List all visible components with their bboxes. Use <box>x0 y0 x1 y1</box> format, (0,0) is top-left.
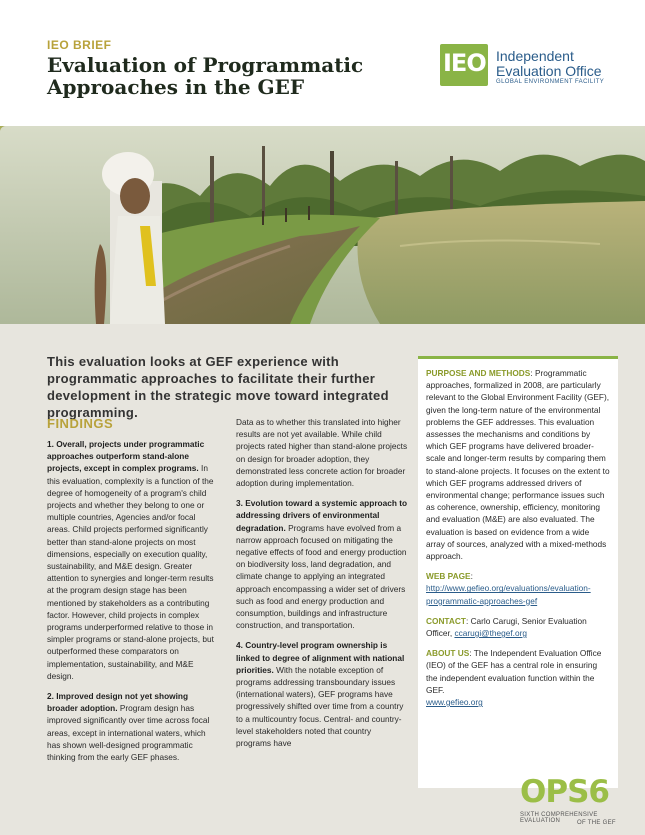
purpose-body: : Programmatic approaches, formalized in 2008, are particularly relevant to the Global Environment Facility (GEF), given the long-term nature of the environmental problems the GEF addresses. This evaluation assesses the mechanisms and conditions by which GEF programs have delivered broader-scale and longer-term results by comparing them to stand-alone projects. It focuses on the extent to which GEF programs addressed drivers of environmental change; performance issues such as coherence, ownership, efficiency, monitoring and evaluation (M&E) are also evaluated. The evaluation is based on evidence from a wide array of sources, analyzed with a mixed-methods approach. <box>426 368 610 562</box>
finding-3-lead: 3. Evolution toward a systemic approach to addressing drivers of environmental degradation. <box>236 498 408 533</box>
finding-4 <box>236 639 408 749</box>
logo-line-2: Evaluation Office <box>496 63 602 79</box>
finding-3-body: Programs have evolved from a narrow approach focused on mitigating the negative effects of food and energy production on biodiversity loss, land degradation, and climate change to applying an integrated approach encompassing a wider set of drivers such as food and energy production and consumption, buildings and infrastructure construction, and transportation. <box>236 522 407 631</box>
sidebar-content <box>426 367 610 716</box>
finding-2 <box>47 690 217 763</box>
web-section <box>426 570 610 607</box>
web-colon: : <box>470 571 473 582</box>
findings-column-2 <box>236 416 408 757</box>
finding-1-lead: 1. Overall, projects under programmatic approaches outperform stand-alone projects, except in complex programs. <box>47 439 205 474</box>
purpose-label: PURPOSE AND METHODS <box>426 368 531 378</box>
contact-body: : Carlo Carugi, Senior Evaluation Officer, <box>426 615 587 639</box>
finding-1-body: In this evaluation, complexity is a function of the degree of homogeneity of a program's child projects and whether they belong to one or multiple countries, Agencies and/or focal areas. Child projects performed significantly better than stand-alone projects on most dimensions, especially on execution quality, sustainability, and M&E design. Greater attention to synergies and longer-term results at the program design stage has been mentioned by stakeholders as a contributing factor. However, child projects in complex programs underperformed relative to those in simpler programs or stand-alone projects, but outperformed these comparators on implementation, sustainability, and M&E design. <box>47 463 214 681</box>
logo-line-3: GLOBAL ENVIRONMENT FACILITY <box>496 79 605 85</box>
finding-2-body: Program design has improved significantly over time across focal areas, except in international waters, which has shown well-designed programmatic thinking from the early GEF phases. <box>47 703 210 763</box>
brief-label: IEO BRIEF <box>47 38 112 52</box>
page-title: Evaluation of Programmatic Approaches in the GEF <box>47 53 364 99</box>
findings-heading: FINDINGS <box>47 416 114 431</box>
web-label: WEB PAGE <box>426 571 471 582</box>
ieo-logo <box>440 44 630 88</box>
hero-photo <box>0 126 645 324</box>
about-section <box>426 647 610 708</box>
finding-3 <box>236 497 408 631</box>
about-body: : The Independent Evaluation Office (IEO) of the GEF has a central role in ensuring the independent evaluation function within the GEF. <box>426 648 602 695</box>
contact-label: CONTACT <box>426 615 466 626</box>
ops6-wordmark: OPS6 <box>520 774 609 810</box>
ops6-caption-2: OF THE GEF <box>577 820 616 826</box>
ops6-logo <box>520 774 638 828</box>
finding-4-lead: 4. Country-level program ownership is linked to degree of alignment with national priorities. <box>236 640 405 675</box>
logo-line-1: Independent <box>496 48 574 64</box>
findings-column-1 <box>47 438 217 771</box>
finding-2-continued: Data as to whether this translated into higher results are not yet available. While child projects rated higher than stand-alone projects on design for broader adoption, they demonstrated less concrete action for broader adoption during implementation. <box>236 417 408 489</box>
finding-1 <box>47 438 217 682</box>
web-link[interactable]: http://www.gefieo.org/evaluations/evaluation-programmatic-approaches-gef <box>426 583 591 606</box>
about-label: ABOUT US <box>426 648 470 659</box>
landscape-photo-icon <box>0 126 645 324</box>
finding-2-lead: 2. Improved design not yet showing broader adoption. <box>47 691 189 714</box>
contact-section <box>426 615 610 639</box>
finding-4-body: With the notable exception of programs addressing transboundary issues (international waters), GEF programs have progressively shifted over time from a country to a multicountry focus. Central- and country-level stakeholders noted that country programs have <box>236 664 404 749</box>
info-sidebar <box>418 356 618 788</box>
ieo-logo-mark-text: IEO <box>443 49 486 77</box>
ops6-caption-1: SIXTH COMPREHENSIVE EVALUATION <box>520 812 598 824</box>
purpose-section <box>426 367 610 562</box>
ieo-logo-mark <box>440 44 488 86</box>
intro-banner: This evaluation looks at GEF experience with programmatic approaches to facilitate their further development in the strategic move toward integrated programming. <box>47 354 389 420</box>
about-link[interactable]: www.gefieo.org <box>426 697 483 708</box>
contact-email-link[interactable]: ccarugi@thegef.org <box>454 628 527 639</box>
